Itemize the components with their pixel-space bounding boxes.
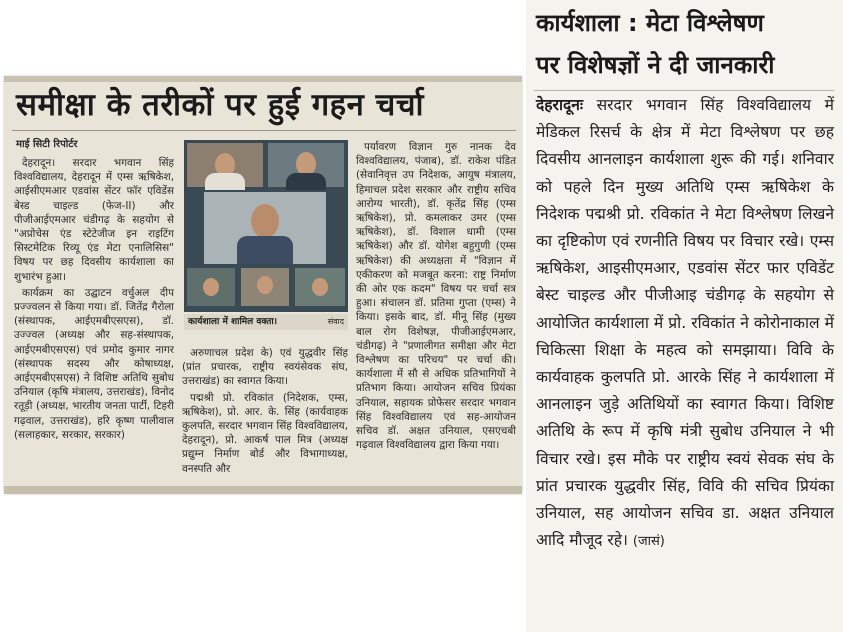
agency-credit: (जासं) <box>632 534 665 550</box>
caption-text: कार्यशाला में शामिल वक्ता। <box>188 317 278 327</box>
right-clipping <box>526 0 843 632</box>
left-column-3 <box>356 140 516 486</box>
headline-line: पर विशेषज्ञों ने दी जानकारी <box>536 51 775 79</box>
participant-face <box>257 276 273 294</box>
video-conference-photo <box>184 140 348 312</box>
paragraph: पद्मश्री प्रो. रविकांत (निदेशक, एम्स, ऋषिकेश), प्रो. आर. के. सिंह (कार्यवाहक कुलपति, सरदार भगवान सिंह विश्वविद्यालय, देहरादून), प्रो. आकर्ष पाल मित्र (अध्यक्ष प्रद्युम्न निर्माण बोर्ड और विभागाध्यक्ष, वनस्पति और <box>182 391 348 475</box>
left-column-1 <box>14 156 174 486</box>
photo-tile <box>187 143 263 187</box>
photo-caption <box>184 314 348 330</box>
right-article-body <box>536 92 834 555</box>
caption-credit: संवाद <box>327 317 344 326</box>
left-column-2 <box>182 346 348 486</box>
photo-tile <box>241 268 289 306</box>
headline-rule <box>534 90 834 91</box>
paragraph: देहरादून। सरदार भगवान सिंह विश्वविद्यालय, देहरादून में एम्स ऋषिकेश, आईसीएमआर एडवांस सेंटर फॉर एविडेंस बेस्ड चाइल्ड (फेज-II) और पीजीआईएमआर चंडीगढ़ के सहयोग से "अप्रोचेस एंड स्टेटेजीज इन राइटिंग सिस्टमेटिक रिव्यू एंड मेटा एनालिसिस" विषय पर छह दिवसीय कार्यशाला का शुभारंभ हुआ। <box>14 157 174 283</box>
left-headline: समीक्षा के तरीकों पर हुई गहन चर्चा <box>16 87 425 123</box>
photo-tile <box>187 268 235 306</box>
photo-tile-main-speaker <box>204 192 326 264</box>
participant-face <box>203 278 219 296</box>
photo-tile <box>268 143 344 187</box>
photo-tile <box>295 268 345 306</box>
participant-face <box>312 278 328 296</box>
participant-body <box>237 236 293 264</box>
participant-body <box>286 173 326 190</box>
left-clipping <box>4 76 522 494</box>
byline: माई सिटी रिपोर्टर <box>16 139 78 150</box>
participant-face <box>251 204 279 238</box>
participant-body <box>205 173 245 190</box>
paragraph: पर्यावरण विज्ञान गुरु नानक देव विश्वविद्यालय, पंजाब), डॉ. राकेश पंडित (सेवानिवृत्त उप निदेशक, आयुष मंत्रालय, हिमाचल प्रदेश सरकार और राष्ट्रीय सचिव आरोग्य भारती), डॉ. कृतेंद्र सिंह (एम्स ऋषिकेश), प्रो. कमलाकर उमर (एम्स ऋषिकेश), डॉ. विशाल धामी (एम्स ऋषिकेश) और डॉ. योगेश बहुगुणी (एम्स ऋषिकेश) की अध्यक्षता में "विज्ञान में एकीकरण को मजबूत करना: राष्ट्र निर्माण की ओर एक कदम" विषय पर चर्चा सत्र हुआ। संचालन डॉ. प्रतिमा गुप्ता (एम्स) ने किया। इसके बाद, डॉ. मीनू सिंह (मुख्य बाल रोग विशेषज्ञ, पीजीआईएमआर, चंडीगढ़) ने "प्रणालीगत समीक्षा और मेटा विश्लेषण का परिचय" पर चर्चा की। कार्यशाला में सौ से अधिक प्रतिभागियों ने प्रतिभाग किया। आयोजन सचिव प्रियंका उनियाल, सहायक प्रोफेसर सरदार भगवान सिंह विश्वविद्यालय एवं सह-आयोजन सचिव डॉ. अक्षत उनियाल, एसएचबी गढ़वाल विश्वविद्यालय द्वारा किया गया। <box>356 141 516 452</box>
right-headline <box>536 2 836 86</box>
clipping-bottom-strip <box>4 486 522 494</box>
paragraph: अरुणाचल प्रदेश के) एवं युद्धवीर सिंह (प्रांत प्रचारक, राष्ट्रीय स्वयंसेवक संघ, उत्तराखंड) का स्वागत किया। <box>182 347 348 388</box>
headline-line: कार्यशाला : मेटा विश्लेषण <box>536 9 764 37</box>
article-text: सरदार भगवान सिंह विश्वविद्यालय में मेडिकल रिसर्च के क्षेत्र में मेटा विश्लेषण पर छह दिवसीय आनलाइन कार्यशाला शुरू की गई। शनिवार को पहले दिन मुख्य अतिथि एम्स ऋषिकेश के निदेशक पद्मश्री प्रो. रविकांत ने मेटा विश्लेषण लिखने का दृष्टिकोण एवं रणनीति विषय पर विचार रखे। एम्स ऋषिकेश, आइसीएमआर, एडवांस सेंटर फार एविडेंट बेस्ट चाइल्ड और पीजीआइ चंडीगढ़ के सहयोग से आयोजित कार्यशाला में प्रो. रविकांत ने कोरोनाकाल में चिकित्सा शिक्षा के महत्व को समझाया। विवि के कार्यवाहक कुलपति प्रो. आरके सिंह ने कार्यशाला में आनलाइन जुड़े अतिथियों का स्वागत किया। विशिष्ट अतिथि के रूप में कृषि मंत्री सुबोध उनियाल ने भी विचार रखे। इस मौके पर राष्ट्रीय स्वयं सेवक संघ के प्रांत प्रचारक युद्धवीर सिंह, विवि की सचिव प्रियंका उनियाल, सह आयोजन सचिव डा. अक्षत उनियाल आदि मौजूद रहे। <box>536 96 834 550</box>
paragraph: कार्यक्रम का उद्घाटन वर्चुअल दीप प्रज्ज्वलन से किया गया। डॉ. जितेंद्र गैरोला (संस्थापक, आईएमबीएसएस), डॉ. उज्ज्वल (अध्यक्ष और सह-संस्थापक, आईएमबीएसएस) एवं प्रमोद कुमार नागर (संस्थापक सदस्य और कोषाध्यक्ष, आईएमबीएसएस) ने विशिष्ट अतिथि सुबोध उनियाल (कृषि मंत्रालय, उत्तराखंड), विनोद रतूड़ी (अध्यक्ष, भारतीय जनता पार्टी, टिहरी गढ़वाल, उत्तराखंड), हरि कृष्ण पालीवाल (सलाहकार, सरकार, सरकार) <box>14 286 174 441</box>
article-paragraph <box>536 92 834 555</box>
dateline: देहरादूनः <box>536 96 584 114</box>
headline-rule <box>12 130 516 131</box>
